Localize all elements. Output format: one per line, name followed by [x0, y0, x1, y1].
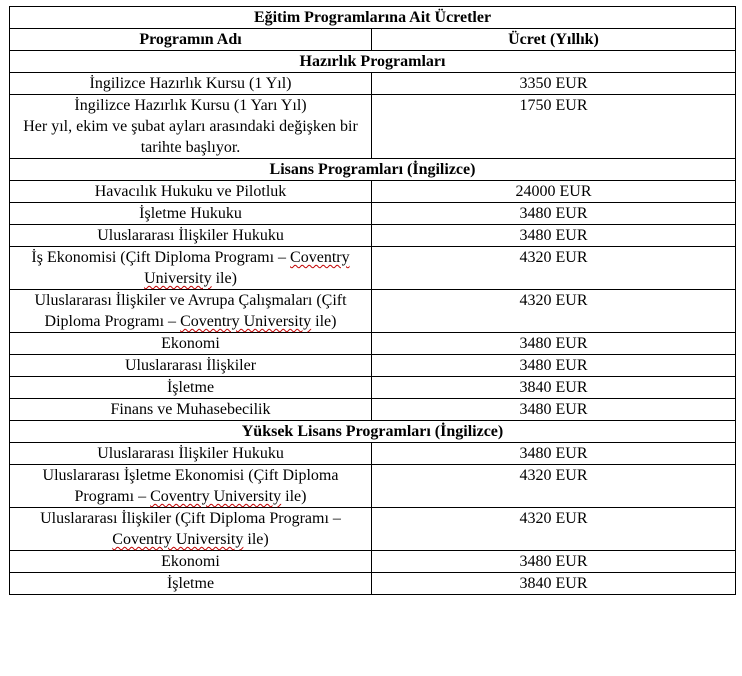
program-label-suffix: ile) — [211, 270, 237, 287]
section-title: Yüksek Lisans Programları (İngilizce) — [10, 421, 736, 443]
program-fee: 4320 EUR — [372, 508, 736, 551]
table-title: Eğitim Programlarına Ait Ücretler — [10, 7, 736, 29]
program-label: İngilizce Hazırlık Kursu (1 Yarı Yıl) — [74, 97, 307, 114]
program-label: Uluslararası İlişkiler Hukuku — [97, 445, 284, 462]
program-fee: 3840 EUR — [372, 573, 736, 595]
program-label: Uluslararası İlişkiler — [124, 357, 257, 374]
program-label: Ekonomi — [161, 553, 220, 570]
section-row — [10, 159, 736, 181]
program-fee: 3840 EUR — [372, 377, 736, 399]
table-row — [10, 181, 736, 203]
program-label-prefix: Uluslararası İşletme Ekonomisi (Çift Diploma Programı – — [42, 467, 339, 505]
section-row — [10, 421, 736, 443]
spellcheck-marked-text: Coventry University — [150, 488, 282, 505]
program-name — [10, 333, 372, 355]
title-row — [10, 7, 736, 29]
spellcheck-marked-text: Coventry University — [112, 531, 244, 548]
program-label: Ekonomi — [161, 335, 220, 352]
program-name — [10, 573, 372, 595]
section-title: Lisans Programları (İngilizce) — [10, 159, 736, 181]
section-title: Hazırlık Programları — [10, 51, 736, 73]
program-label-prefix: Uluslararası İlişkiler (Çift Diploma Programı – — [40, 510, 341, 527]
fees-table — [9, 6, 736, 595]
program-label: İngilizce Hazırlık Kursu (1 Yıl) — [89, 75, 292, 92]
program-label: İşletme — [166, 379, 215, 396]
table-row — [10, 399, 736, 421]
table-row — [10, 225, 736, 247]
program-note: Her yıl, ekim ve şubat ayları arasındaki değişken bir tarihte başlıyor. — [23, 118, 358, 156]
program-name — [10, 508, 372, 551]
table-row — [10, 465, 736, 508]
program-label-suffix: ile) — [281, 488, 307, 505]
table-row — [10, 73, 736, 95]
program-fee: 3480 EUR — [372, 333, 736, 355]
program-fee: 3480 EUR — [372, 443, 736, 465]
header-row — [10, 29, 736, 51]
table-row — [10, 573, 736, 595]
table-row — [10, 355, 736, 377]
program-name — [10, 443, 372, 465]
program-label: Havacılık Hukuku ve Pilotluk — [94, 183, 287, 200]
header-fee: Ücret (Yıllık) — [372, 29, 736, 51]
section-row — [10, 51, 736, 73]
header-program: Programın Adı — [10, 29, 372, 51]
program-name — [10, 95, 372, 159]
program-fee: 3480 EUR — [372, 399, 736, 421]
program-fee: 4320 EUR — [372, 247, 736, 290]
program-fee: 3480 EUR — [372, 355, 736, 377]
table-row — [10, 508, 736, 551]
program-fee: 3350 EUR — [372, 73, 736, 95]
program-name — [10, 465, 372, 508]
program-name — [10, 247, 372, 290]
program-label-suffix: ile) — [243, 531, 269, 548]
program-fee: 3480 EUR — [372, 225, 736, 247]
program-label: Uluslararası İlişkiler Hukuku — [97, 227, 284, 244]
program-name — [10, 355, 372, 377]
program-label: Finans ve Muhasebecilik — [110, 401, 271, 418]
spellcheck-marked-text: Coventry University — [144, 249, 350, 287]
program-name — [10, 73, 372, 95]
program-fee: 3480 EUR — [372, 203, 736, 225]
program-fee: 4320 EUR — [372, 465, 736, 508]
program-name — [10, 290, 372, 333]
program-label-prefix: İş Ekonomisi (Çift Diploma Programı – — [31, 249, 291, 266]
program-fee: 4320 EUR — [372, 290, 736, 333]
spellcheck-marked-text: Coventry University — [180, 313, 312, 330]
program-name — [10, 377, 372, 399]
table-row — [10, 377, 736, 399]
program-label: İşletme Hukuku — [139, 205, 242, 222]
table-row — [10, 95, 736, 159]
program-name — [10, 203, 372, 225]
table-row — [10, 290, 736, 333]
table-row — [10, 203, 736, 225]
table-row — [10, 247, 736, 290]
table-row — [10, 551, 736, 573]
program-name — [10, 399, 372, 421]
program-fee: 3480 EUR — [372, 551, 736, 573]
program-label: İşletme — [166, 575, 215, 592]
program-label-prefix: Uluslararası İlişkiler ve Avrupa Çalışmaları (Çift Diploma Programı – — [34, 292, 347, 330]
program-fee: 1750 EUR — [372, 95, 736, 159]
program-name — [10, 225, 372, 247]
table-row — [10, 333, 736, 355]
program-name — [10, 551, 372, 573]
program-fee: 24000 EUR — [372, 181, 736, 203]
program-label-suffix: ile) — [311, 313, 337, 330]
program-name — [10, 181, 372, 203]
fees-body — [10, 51, 736, 595]
table-row — [10, 443, 736, 465]
